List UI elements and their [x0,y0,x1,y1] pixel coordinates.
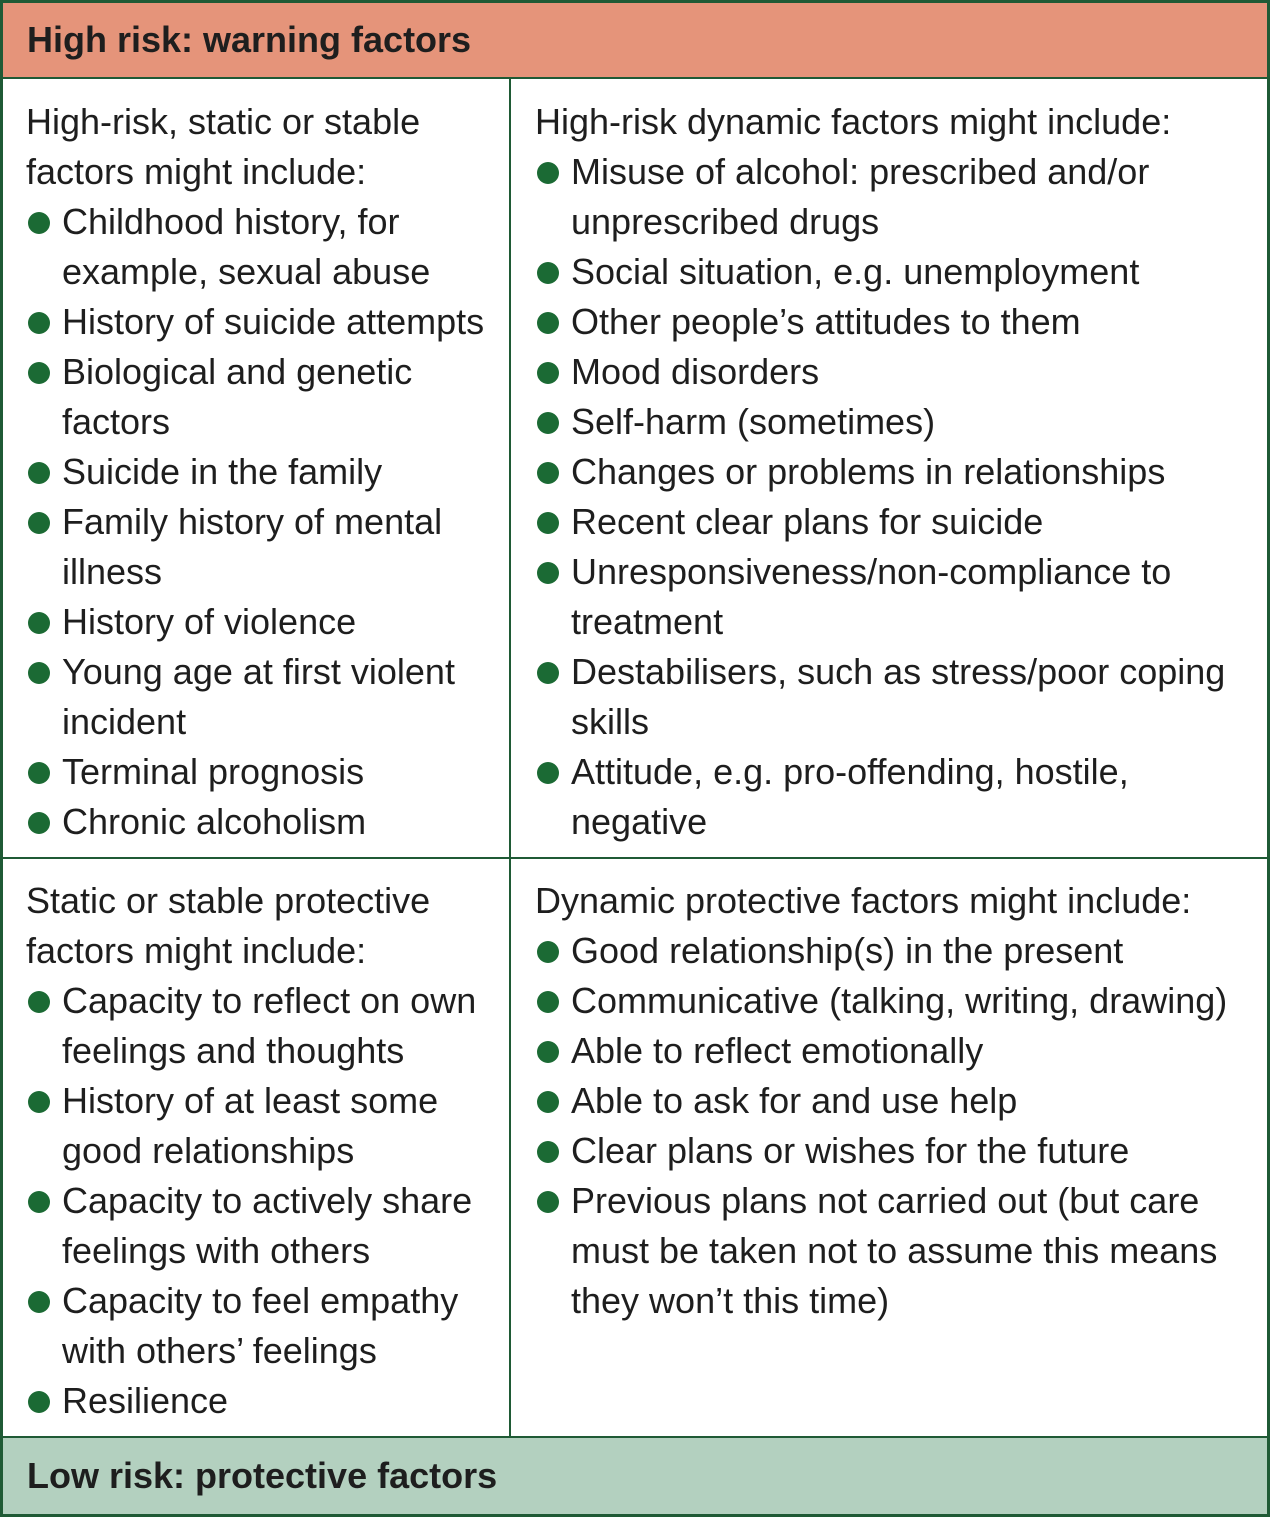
list-item: Biological and genetic factors [26,347,496,447]
static-risk-factors-cell [26,97,496,847]
low-risk-footer-title: Low risk: protective factors [27,1455,498,1496]
list-item: Unresponsiveness/non-compliance to treatment [535,547,1245,647]
list-item: Previous plans not carried out (but care must be taken not to assume this means they won’t this time) [535,1176,1245,1326]
list-item: Resilience [26,1376,496,1426]
dynamic-risk-factors-cell [535,97,1245,847]
column-divider-bottom [509,857,511,1436]
static-risk-factors-intro: High-risk, static or stable factors might include: [26,101,421,192]
list-item: Attitude, e.g. pro-offending, hostile, negative [535,747,1245,847]
static-protective-factors-intro: Static or stable protective factors might include: [26,880,431,971]
list-item: History of violence [26,597,496,647]
low-risk-footer [3,1436,1267,1514]
dynamic-risk-factors-intro: High-risk dynamic factors might include: [535,101,1172,142]
list-item: Terminal prognosis [26,747,496,797]
dynamic-protective-factors-intro: Dynamic protective factors might include: [535,880,1192,921]
list-item: Able to ask for and use help [535,1076,1245,1126]
static-risk-factors-list [26,197,496,847]
list-item: Good relationship(s) in the present [535,926,1245,976]
list-item: Able to reflect emotionally [535,1026,1245,1076]
static-protective-factors-list [26,976,496,1426]
dynamic-protective-factors-list [535,926,1245,1326]
list-item: Childhood history, for example, sexual abuse [26,197,496,297]
list-item: Communicative (talking, writing, drawing) [535,976,1245,1026]
high-risk-header-title: High risk: warning factors [27,19,472,60]
list-item: Other people’s attitudes to them [535,297,1245,347]
list-item: History of at least some good relationships [26,1076,496,1176]
list-item: Young age at first violent incident [26,647,496,747]
list-item: Clear plans or wishes for the future [535,1126,1245,1176]
list-item: Capacity to feel empathy with others’ feelings [26,1276,496,1376]
list-item: Destabilisers, such as stress/poor coping skills [535,647,1245,747]
dynamic-risk-factors-list [535,147,1245,847]
dynamic-protective-factors-cell [535,876,1245,1326]
row-divider [3,857,1267,859]
list-item: History of suicide attempts [26,297,496,347]
list-item: Misuse of alcohol: prescribed and/or unprescribed drugs [535,147,1245,247]
list-item: Recent clear plans for suicide [535,497,1245,547]
list-item: Capacity to actively share feelings with others [26,1176,496,1276]
list-item: Social situation, e.g. unemployment [535,247,1245,297]
list-item: Capacity to reflect on own feelings and thoughts [26,976,496,1076]
list-item: Chronic alcoholism [26,797,496,847]
column-divider-top [509,79,511,857]
high-risk-header [3,3,1267,79]
list-item: Self-harm (sometimes) [535,397,1245,447]
list-item: Family history of mental illness [26,497,496,597]
list-item: Mood disorders [535,347,1245,397]
list-item: Changes or problems in relationships [535,447,1245,497]
static-protective-factors-cell [26,876,496,1426]
list-item: Suicide in the family [26,447,496,497]
